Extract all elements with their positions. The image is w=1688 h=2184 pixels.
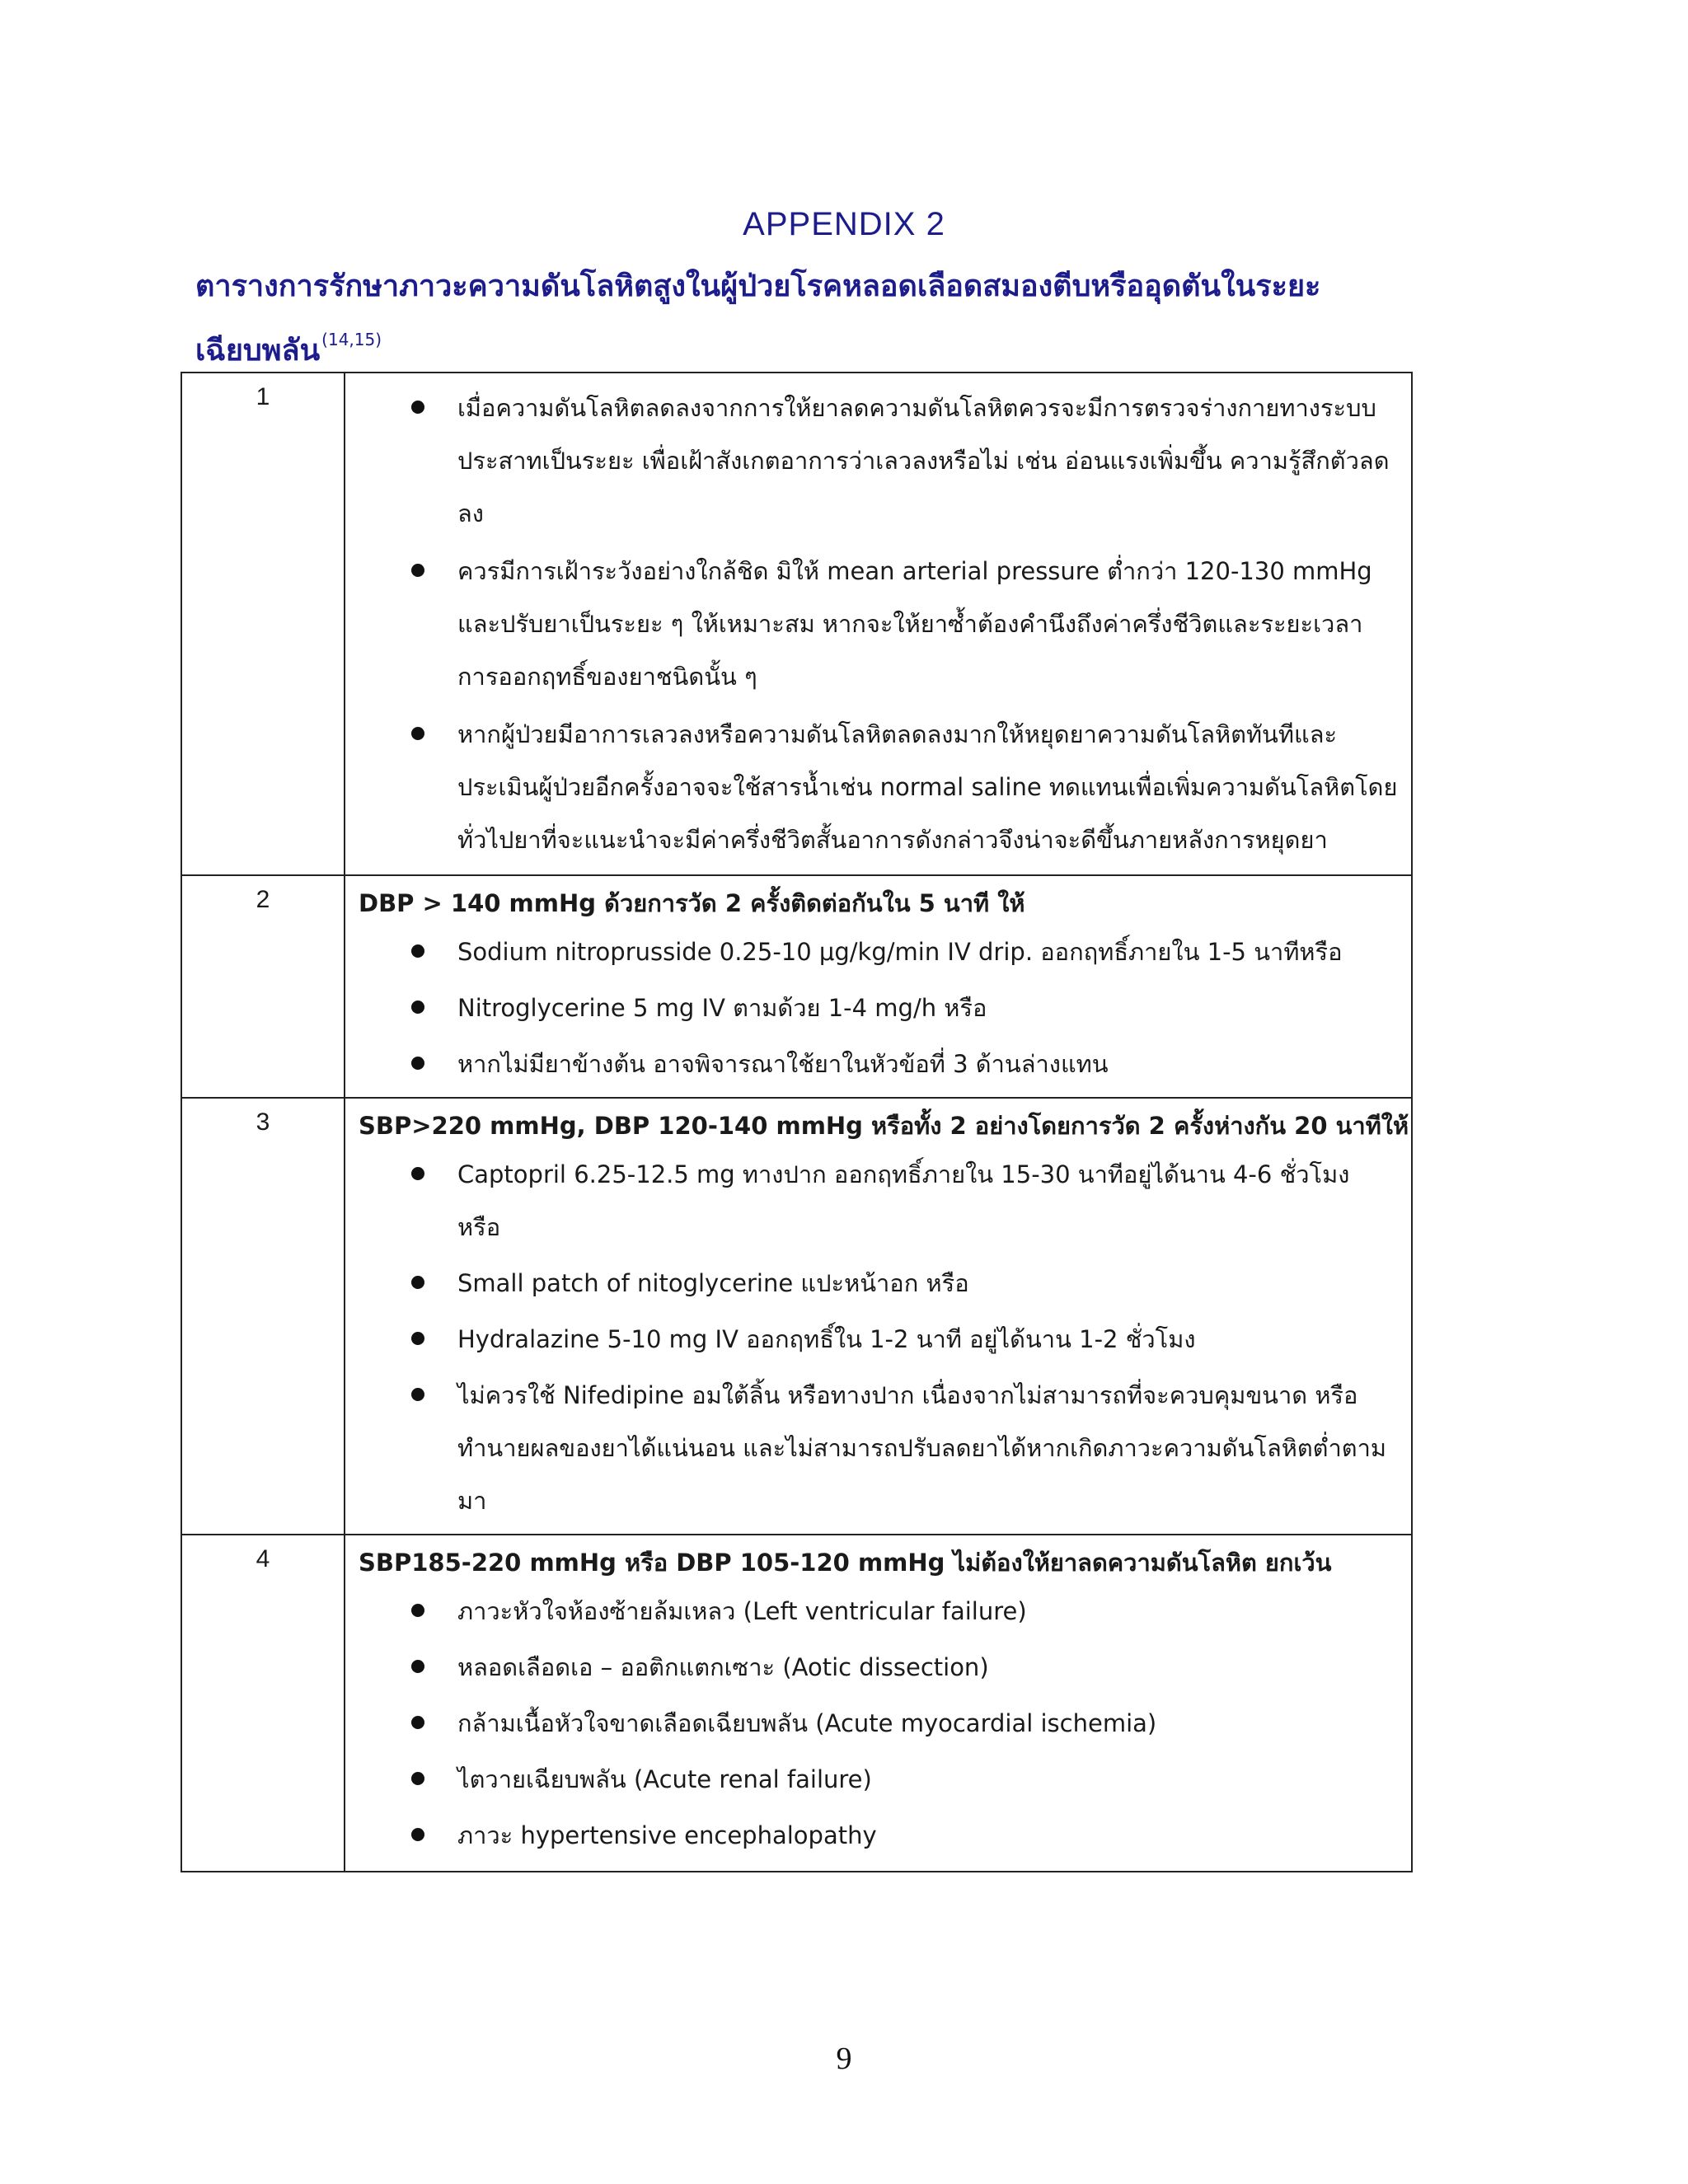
bullet-icon	[411, 1660, 424, 1673]
row-number: 4	[181, 1535, 345, 1872]
bullet-icon	[411, 1332, 424, 1345]
table-row	[181, 1098, 1412, 1535]
table-row	[181, 1535, 1412, 1872]
document-title-text: ตารางการรักษาภาวะความดันโลหิตสูงในผู้ป่วยโรคหลอดเลือดสมองตีบหรืออุดตันในระยะเฉียบพลัน	[195, 269, 1321, 368]
list-item-text: หากไม่มียาข้างต้น อาจพิจารณาใช้ยาในหัวข้อที่ 3 ด้านล่างแทน	[457, 1050, 1109, 1078]
list-item	[359, 924, 1400, 980]
list-item	[359, 380, 1400, 543]
list-item	[359, 1311, 1400, 1367]
bullet-icon	[411, 1057, 424, 1070]
list-item	[359, 706, 1400, 869]
row-content	[345, 1098, 1412, 1535]
list-item-text: ไตวายเฉียบพลัน (Acute renal failure)	[457, 1765, 872, 1793]
table-row	[181, 875, 1412, 1098]
bullet-list	[359, 1583, 1400, 1863]
bullet-icon	[411, 944, 424, 958]
bullet-icon	[411, 1276, 424, 1289]
bullet-icon	[411, 564, 424, 577]
list-item	[359, 1807, 1400, 1863]
list-item	[359, 543, 1400, 706]
page-number: 9	[836, 2041, 852, 2076]
document-title	[195, 260, 1432, 377]
list-item	[359, 1036, 1400, 1092]
list-item-text: Sodium nitroprusside 0.25-10 μg/kg/min IV drip. ออกฤทธิ์ภายใน 1-5 นาทีหรือ	[457, 938, 1343, 966]
list-item-text: Nitroglycerine 5 mg IV ตามด้วย 1-4 mg/h หรือ	[457, 994, 987, 1022]
list-item-text: กล้ามเนื้อหัวใจขาดเลือดเฉียบพลัน (Acute myocardial ischemia)	[457, 1709, 1157, 1737]
list-item	[359, 1255, 1400, 1311]
bullet-icon	[411, 727, 424, 740]
list-item-text: Small patch of nitoglycerine แปะหน้าอก หรือ	[457, 1269, 969, 1297]
list-item-text: หากผู้ป่วยมีอาการเลวลงหรือความดันโลหิตลดลงมากให้หยุดยาความดันโลหิตทันทีและประเมินผู้ป่วยอีกครั้งอาจจะใช้สารน้ำเช่น normal saline ทดแทนเพื่อเพิ่มความดันโลหิตโดยทั่วไปยาที่จะแนะนำจะมีค่าครึ่งชีวิตสั้นอาการดังกล่าวจึงน่าจะดีขึ้นภายหลังการหยุดยา	[457, 720, 1398, 854]
bullet-list	[359, 924, 1400, 1092]
list-item-text: Captopril 6.25-12.5 mg ทางปาก ออกฤทธิ์ภายใน 15-30 นาทีอยู่ได้นาน 4-6 ชั่วโมง หรือ	[457, 1160, 1350, 1241]
list-item-text: เมื่อความดันโลหิตลดลงจากการให้ยาลดความดันโลหิตควรจะมีการตรวจร่างกายทางระบบประสาทเป็นระยะ เพื่อเฝ้าสังเกตอาการว่าเลวลงหรือไม่ เช่น อ่อนแรงเพิ่มขึ้น ความรู้สึกตัวลดลง	[457, 394, 1390, 527]
bullet-icon	[411, 1828, 424, 1841]
row-number: 2	[181, 875, 345, 1098]
list-item-text: ภาวะ hypertensive encephalopathy	[457, 1821, 877, 1849]
list-item-text: ไม่ควรใช้ Nifedipine อมใต้ลิ้น หรือทางปาก เนื่องจากไม่สามารถที่จะควบคุมขนาด หรือทำนายผลของยาได้แน่นอน และไม่สามารถปรับลดยาได้หากเกิดภาวะความดันโลหิตต่ำตามมา	[457, 1381, 1387, 1515]
bullet-icon	[411, 1001, 424, 1014]
table-row	[181, 373, 1412, 875]
bullet-icon	[411, 1716, 424, 1729]
bullet-icon	[411, 1167, 424, 1180]
bullet-icon	[411, 1388, 424, 1401]
list-item-text: ควรมีการเฝ้าระวังอย่างใกล้ชิด มิให้ mean arterial pressure ต่ำกว่า 120-130 mmHg และปรับยาเป็นระยะ ๆ ให้เหมาะสม หากจะให้ยาซ้ำต้องคำนึงถึงค่าครึ่งชีวิตและระยะเวลาการออกฤทธิ์ของยาชนิดนั้น ๆ	[457, 557, 1372, 691]
list-item-text: Hydralazine 5-10 mg IV ออกฤทธิ์ใน 1-2 นาที อยู่ได้นาน 1-2 ชั่วโมง	[457, 1325, 1196, 1353]
bullet-icon	[411, 401, 424, 414]
list-item	[359, 1367, 1400, 1529]
row-number: 3	[181, 1098, 345, 1535]
treatment-table	[181, 372, 1413, 1872]
bullet-list	[359, 380, 1400, 869]
bullet-icon	[411, 1772, 424, 1785]
row-content	[345, 1535, 1412, 1872]
list-item	[359, 1146, 1400, 1255]
list-item-text: ภาวะหัวใจห้องซ้ายล้มเหลว (Left ventricular failure)	[457, 1597, 1027, 1625]
row-number: 1	[181, 373, 345, 875]
title-citation: (14,15)	[321, 330, 382, 349]
bullet-list	[359, 1146, 1400, 1529]
list-item-text: หลอดเลือดเอ – ออติกแตกเซาะ (Aotic dissection)	[457, 1653, 989, 1681]
list-item	[359, 1751, 1400, 1807]
list-item	[359, 1695, 1400, 1751]
bullet-icon	[411, 1604, 424, 1617]
list-item	[359, 1639, 1400, 1695]
list-item	[359, 980, 1400, 1036]
row-header: DBP > 140 mmHg ด้วยการวัด 2 ครั้งติดต่อกันใน 5 นาที ให้	[359, 889, 1025, 917]
appendix-title: APPENDIX 2	[743, 206, 945, 242]
row-content	[345, 875, 1412, 1098]
row-header: SBP185-220 mmHg หรือ DBP 105-120 mmHg ไม่ต้องให้ยาลดความดันโลหิต ยกเว้น	[359, 1549, 1332, 1577]
list-item	[359, 1583, 1400, 1639]
row-header: SBP>220 mmHg, DBP 120-140 mmHg หรือทั้ง 2 อย่างโดยการวัด 2 ครั้งห่างกัน 20 นาทีให้	[359, 1112, 1409, 1140]
row-content	[345, 373, 1412, 875]
